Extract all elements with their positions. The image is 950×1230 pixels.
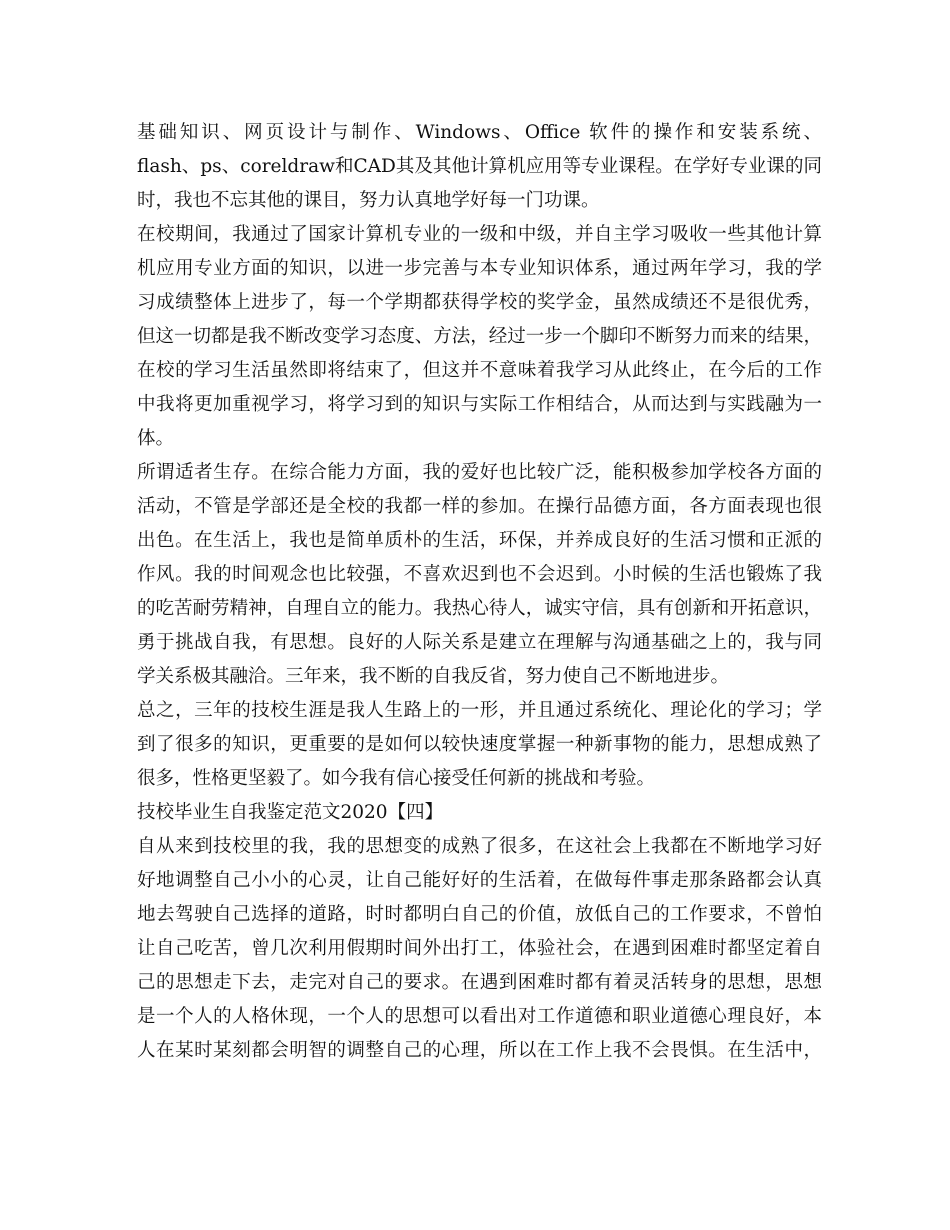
text-line: 时，我也不忘其他的课目，努力认真地学好每一门功课。	[137, 190, 600, 211]
text-line: 人在某时某刻都会明智的调整自己的心理，所以在工作上我不会畏惧。在生活中，	[137, 1040, 822, 1061]
text-line: 的吃苦耐劳精神，自理自立的能力。我热心待人，诚实守信，具有创新和开拓意识，	[137, 598, 822, 619]
text-line: 基础知识、网页设计与制作、Windows、Office 软件的操作和安装系统、	[137, 122, 822, 143]
text-line: 但这一切都是我不断改变学习态度、方法，经过一步一个脚印不断努力而来的结果，	[137, 326, 822, 347]
document-body	[137, 116, 822, 1068]
text-line: 勇于挑战自我，有思想。良好的人际关系是建立在理解与沟通基础之上的，我与同	[137, 632, 822, 653]
text-line: 在校的学习生活虽然即将结束了，但这并不意味着我学习从此终止，在今后的工作	[137, 360, 822, 381]
text-line: 出色。在生活上，我也是简单质朴的生活，环保，并养成良好的生活习惯和正派的	[137, 530, 822, 551]
text-line: 地去驾驶自己选择的道路，时时都明白自己的价值，放低自己的工作要求，不曾怕	[137, 904, 822, 925]
text-line: 在校期间，我通过了国家计算机专业的一级和中级，并自主学习吸收一些其他计算	[137, 224, 822, 245]
text-line: 己的思想走下去，走完对自己的要求。在遇到困难时都有着灵活转身的思想，思想	[137, 972, 822, 993]
text-line: 活动，不管是学部还是全校的我都一样的参加。在操行品德方面，各方面表现也很	[137, 496, 822, 517]
text-line: flash、ps、coreldraw和CAD其及其他计算机应用等专业课程。在学好专业课的同	[137, 156, 822, 177]
text-line: 中我将更加重视学习，将学习到的知识与实际工作相结合，从而达到与实践融为一	[137, 394, 822, 415]
text-line: 好地调整自己小小的心灵，让自己能好好的生活着，在做每件事走那条路都会认真	[137, 870, 822, 891]
text-line: 总之，三年的技校生涯是我人生路上的一形，并且通过系统化、理论化的学习；学	[137, 700, 822, 721]
text-line: 自从来到技校里的我，我的思想变的成熟了很多，在这社会上我都在不断地学习好	[137, 836, 822, 857]
text-line: 作风。我的时间观念也比较强，不喜欢迟到也不会迟到。小时候的生活也锻炼了我	[137, 564, 822, 585]
text-line: 到了很多的知识，更重要的是如何以较快速度掌握一种新事物的能力，思想成熟了	[137, 734, 822, 755]
text-line: 习成绩整体上进步了，每一个学期都获得学校的奖学金，虽然成绩还不是很优秀，	[137, 292, 822, 313]
text-line: 体。	[137, 428, 175, 449]
text-line: 让自己吃苦，曾几次利用假期时间外出打工，体验社会，在遇到困难时都坚定着自	[137, 938, 822, 959]
text-line: 所谓适者生存。在综合能力方面，我的爱好也比较广泛，能积极参加学校各方面的	[137, 462, 822, 483]
text-line: 机应用专业方面的知识，以进一步完善与本专业知识体系，通过两年学习，我的学	[137, 258, 822, 279]
section-heading: 技校毕业生自我鉴定范文2020【四】	[137, 802, 444, 823]
text-line: 是一个人的人格休现，一个人的思想可以看出对工作道德和职业道德心理良好，本	[137, 1006, 822, 1027]
text-line: 很多，性格更坚毅了。如今我有信心接受任何新的挑战和考验。	[137, 768, 656, 789]
text-line: 学关系极其融洽。三年来，我不断的自我反省，努力使自己不断地进步。	[137, 666, 730, 687]
